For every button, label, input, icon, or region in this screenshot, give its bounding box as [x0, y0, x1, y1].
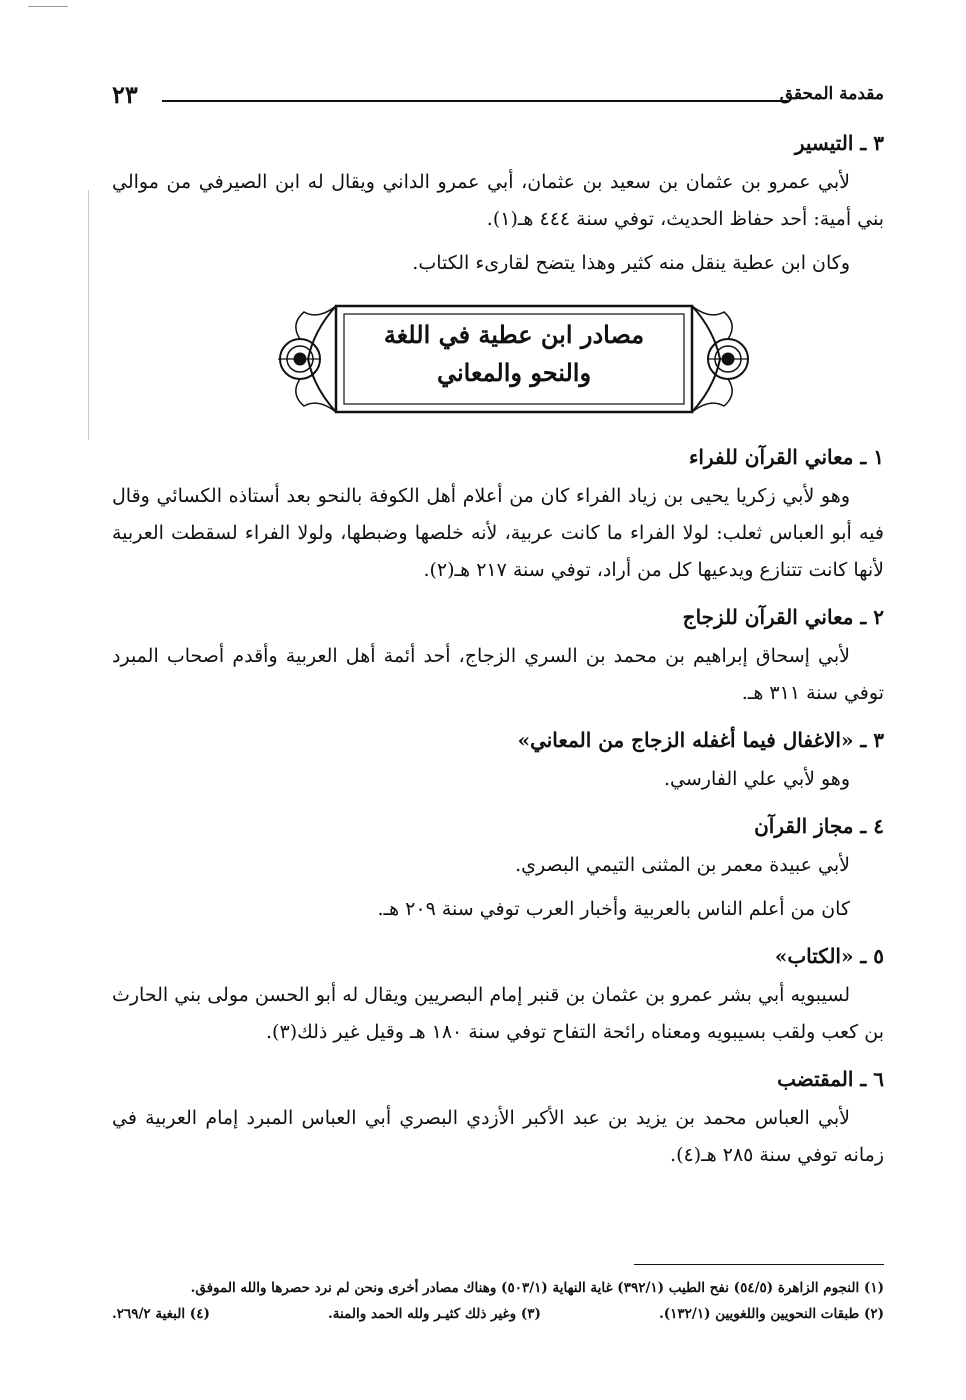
paragraph-ighfal: وهو لأبي علي الفارسي. [664, 768, 850, 790]
section-heading-zajjaj: ٢ ـ معاني القرآن للزجاج [682, 605, 884, 629]
page-header [112, 80, 884, 116]
page-body [112, 122, 884, 1181]
paragraph-taysir-note: وكان ابن عطية ينقل منه كثير وهذا يتضح لقارىء الكتاب. [412, 252, 850, 274]
footnote-4: (٤) البغية ٢٦٩/٢. [112, 1306, 210, 1322]
paragraph-zajjaj: لأبي إسحاق إبراهيم بن محمد بن السري الزجاج، أحد أئمة أهل العربية وأقدم أصحاب المبرد توفي سنة ٣١١ هـ. [112, 645, 884, 704]
footnote-3: (٣) وغير ذلك كثيـر ولله الحمد والمنة. [328, 1306, 541, 1322]
ornamental-frame [274, 300, 754, 418]
banner-line-1: مصادر ابن عطية في اللغة [383, 320, 645, 349]
banner-title [334, 316, 694, 392]
section-heading-ighfal: ٣ ـ «الاغفال فيما أغفله الزجاج من المعاني» [517, 728, 884, 752]
section-heading-taysir: ٣ ـ التيسير [794, 131, 884, 155]
paragraph-taysir-bio: لأبي عمرو بن عثمان بن سعيد بن عثمان، أبي عمرو الداني ويقال له ابن الصيرفي من موالي بني أمية: أحد حفاظ الحديث، توفي سنة ٤٤٤ هـ(١). [112, 171, 884, 230]
chapter-banner [112, 300, 884, 430]
margin-rule [88, 190, 89, 440]
header-rule [162, 100, 788, 102]
scan-artifact-line [28, 6, 68, 7]
page-number: ٢٣ [112, 80, 138, 109]
section-heading-farra: ١ ـ معاني القرآن للفراء [688, 445, 884, 469]
banner-line-2: والنحو والمعاني [436, 358, 592, 387]
paragraph-kitab: لسيبويه أبي بشر عمرو بن عثمان بن قنبر إمام البصريين ويقال له أبو الحسن مولى بني الحارث بن كعب ولقب بسيبويه ومعناه رائحة التفاح توفي سنة ١٨٠ هـ وقيل غير ذلك(٣). [112, 984, 884, 1043]
section-heading-majaz: ٤ ـ مجاز القرآن [754, 814, 884, 838]
footnote-2: (٢) طبقات النحويين واللغويين (١٣٢/١). [659, 1306, 884, 1322]
paragraph-muqtadab: لأبي العباس محمد بن يزيد بن عبد الأكبر الأزدي البصري أبي العباس المبرد إمام العربية في زمانه توفي سنة ٢٨٥ هـ(٤). [112, 1107, 884, 1166]
footnote-rule [634, 1264, 884, 1265]
paragraph-majaz-note: كان من أعلم الناس بالعربية وأخبار العرب توفي سنة ٢٠٩ هـ. [377, 898, 850, 920]
paragraph-majaz-author: لأبي عبيدة معمر بن المثنى التيمي البصري. [515, 854, 850, 876]
running-title: مقدمة المحقق [779, 84, 884, 104]
paragraph-farra: وهو لأبي زكريا يحيى بن زياد الفراء كان من أعلام أهل الكوفة بالنحو بعد أستاذه الكسائي وقال فيه أبو العباس ثعلب: لولا الفراء ما كانت عربية، لأنه خلصها وضبطها، ولولا الفراء لسقطت العربية لأنها كانت تتنازع ويدعيها كل من أراد، توفي سنة ٢١٧ هـ(٢). [112, 485, 884, 581]
section-heading-muqtadab: ٦ ـ المقتضب [777, 1067, 884, 1091]
section-heading-kitab: ٥ ـ «الكتاب» [774, 944, 884, 968]
footnote-1: (١) النجوم الزاهرة (٥٤/٥) نفح الطيب (٣٩٢/١) غاية النهاية (٥٠٣/١) وهناك مصادر أخرى ونحن لم نرد حصرها والله الموفق. [190, 1280, 884, 1296]
footnotes [112, 1264, 884, 1327]
footnote-row [112, 1301, 884, 1327]
